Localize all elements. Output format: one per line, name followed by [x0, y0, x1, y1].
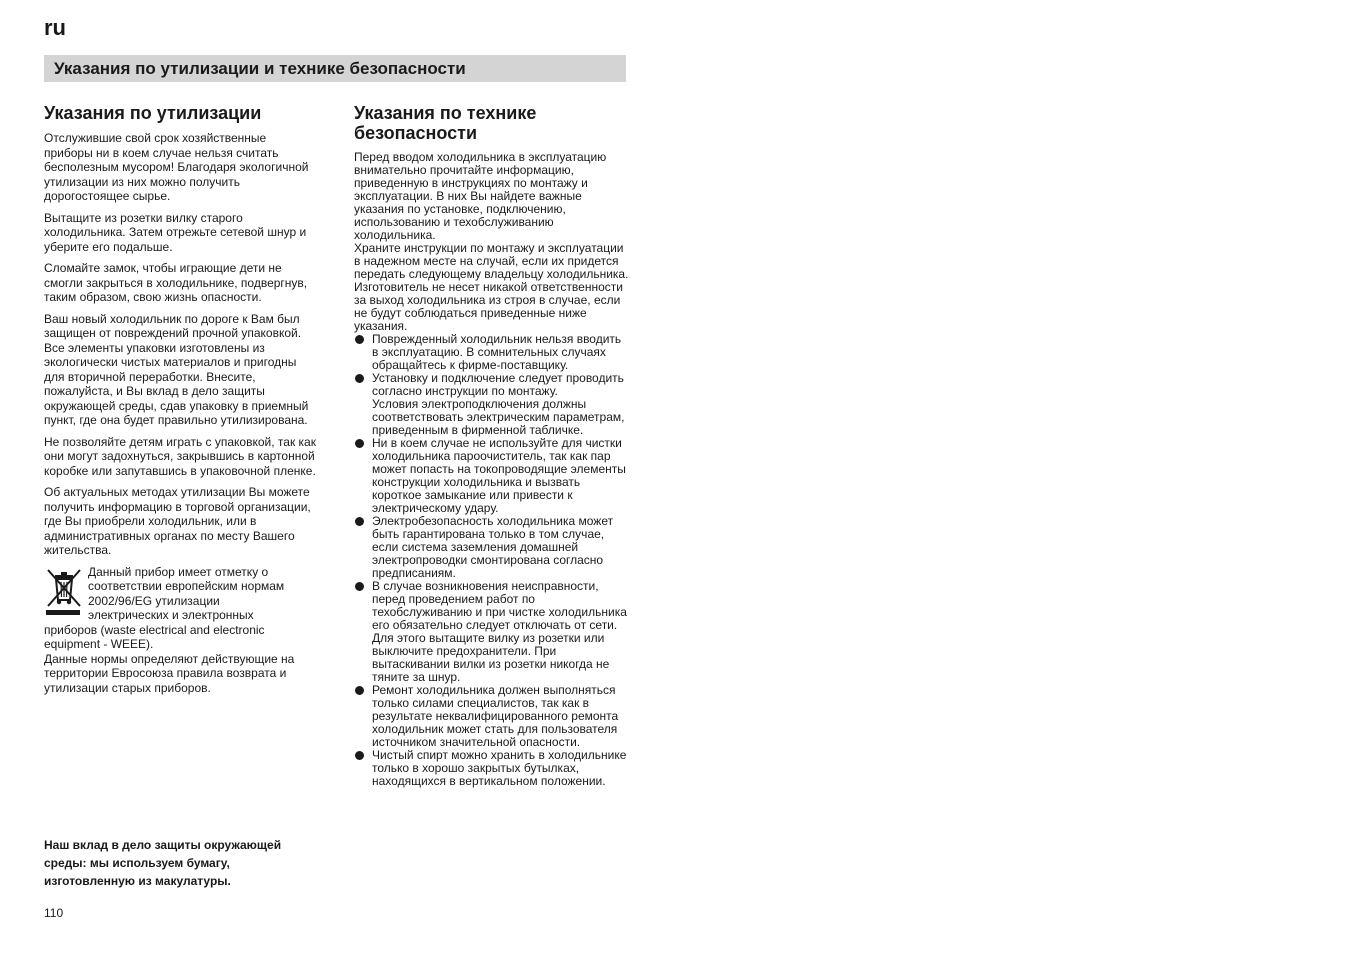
- bullet-text-extra: Условия электроподключения должны соответствовать электрическим параметрам, приведенным в фирменной табличке.: [372, 397, 625, 437]
- disposal-column: [44, 103, 316, 695]
- language-code: ru: [44, 15, 66, 40]
- weee-notice: [44, 565, 316, 696]
- disposal-paragraph: Не позволяйте детям играть с упаковкой, так как они могут задохнуться, закрывшись в картонной коробке или запутавшись в упаковочной пленке.: [44, 434, 316, 478]
- bullet-text: Ни в коем случае не используйте для чистки холодильника пароочиститель, так как пар может попасть на токопроводящие элементы конструкции холодильника и вызвать короткое замыкание или привести к электрическому удару.: [372, 436, 626, 515]
- weee-line: 2002/96/EG утилизации: [88, 593, 220, 608]
- recycled-paper-note: Наш вклад в дело защиты окружающей среды: мы используем бумагу, изготовленную из макулатуры.: [44, 838, 282, 888]
- section-banner: Указания по утилизации и технике безопасности: [44, 55, 626, 82]
- disposal-paragraph: Отслужившие свой срок хозяйственные приборы ни в коем случае нельзя считать бесполезным мусором! Благодаря экологичной утилизации из них можно получить дорогостоящее сырье.: [44, 131, 309, 203]
- bullet-icon: [355, 686, 364, 695]
- disposal-heading: Указания по утилизации: [44, 103, 262, 123]
- safety-bullet: [354, 684, 630, 749]
- page-number: 110: [44, 906, 64, 920]
- disposal-paragraph: Сломайте замок, чтобы играющие дети не смогли закрыться в холодильнике, подвергнув, таким образом, свою жизнь опасности.: [44, 261, 308, 304]
- safety-bullet: [354, 580, 630, 684]
- disposal-paragraph: Вытащите из розетки вилку старого холодильника. Затем отрежьте сетевой шнур и уберите его подальше.: [44, 210, 307, 254]
- bullet-icon: [355, 439, 364, 448]
- weee-line: электрических и электронных: [88, 608, 254, 622]
- bullet-text: Ремонт холодильника должен выполняться только силами специалистов, так как в результате неквалифицированного ремонта холодильник может стать для пользователя источником значительной опасности.: [372, 683, 619, 749]
- safety-intro: Изготовитель не несет никакой ответственности за выход холодильника из строя в случае, если не будут соблюдаться приведенные ниже указания.: [354, 280, 623, 333]
- disposal-paragraph: Об актуальных методах утилизации Вы можете получить информацию в торговой организации, где Вы приобрели холодильник, или в административных органах по месту Вашего жительства.: [44, 485, 311, 557]
- safety-bullet-list: [354, 333, 630, 788]
- crossed-out-wheelie-bin-icon: [44, 566, 84, 616]
- disposal-paragraph: Ваш новый холодильник по дороге к Вам был защищен от повреждений прочной упаковкой. Все элементы упаковки изготовлены из экологически чистых материалов и пригодны для вторичной переработки. Внесите, пожалуйста, и Вы вклад в дело защиты окружающей среды, сдав упаковку в приемный пункт, где она будет правильно утилизирована.: [44, 311, 309, 427]
- safety-column: [354, 103, 630, 788]
- bullet-icon: [355, 374, 364, 383]
- safety-bullet: [354, 437, 630, 515]
- safety-bullet: [354, 372, 630, 437]
- bullet-text: В случае возникновения неисправности, перед проведением работ по техобслуживанию и при чистке холодильника его обязательно следует отключать от сети. Для этого вытащите вилку из розетки или выключите предохранители. При вытаскивании вилки из розетки никогда не тяните за шнур.: [372, 579, 627, 684]
- weee-line: equipment - WEEE).: [44, 637, 154, 651]
- bullet-icon: [355, 582, 364, 591]
- safety-intro: Перед вводом холодильника в эксплуатацию внимательно прочитайте информацию, приведенную в инструкциях по монтажу и эксплуатации. В них Вы найдете важные указания по установке, подключению, использованию и техобслуживанию холодильника.: [354, 150, 607, 242]
- bullet-text: Электробезопасность холодильника может быть гарантирована только в том случае, если система заземления домашней электропроводки смонтирована согласно предписаниям.: [372, 514, 614, 580]
- bullet-icon: [355, 751, 364, 760]
- bullet-text: Чистый спирт можно хранить в холодильнике только в хорошо закрытых бутылках, находящихся в вертикальном положении.: [372, 748, 627, 788]
- bullet-icon: [355, 517, 364, 526]
- weee-line: приборов (waste electrical and electronic: [44, 622, 265, 637]
- safety-bullet: [354, 333, 630, 372]
- bullet-icon: [355, 335, 364, 344]
- weee-line: соответствии европейским нормам: [88, 579, 285, 593]
- bullet-text: Установку и подключение следует проводить согласно инструкции по монтажу.: [372, 371, 624, 398]
- weee-line: Данные нормы определяют действующие на территории Евросоюза правила возврата и утилизации старых приборов.: [44, 651, 295, 695]
- bullet-text: Поврежденный холодильник нельзя вводить в эксплуатацию. В сомнительных случаях обращайтесь к фирме-поставщику.: [372, 332, 622, 372]
- safety-intro: Храните инструкции по монтажу и эксплуатации в надежном месте на случай, если их придется передать следующему владельцу холодильника.: [354, 241, 629, 281]
- safety-bullet: [354, 515, 630, 580]
- weee-line: Данный прибор имеет отметку о: [88, 564, 269, 579]
- safety-bullet: [354, 749, 630, 788]
- safety-heading: Указания по технике безопасности: [354, 103, 537, 143]
